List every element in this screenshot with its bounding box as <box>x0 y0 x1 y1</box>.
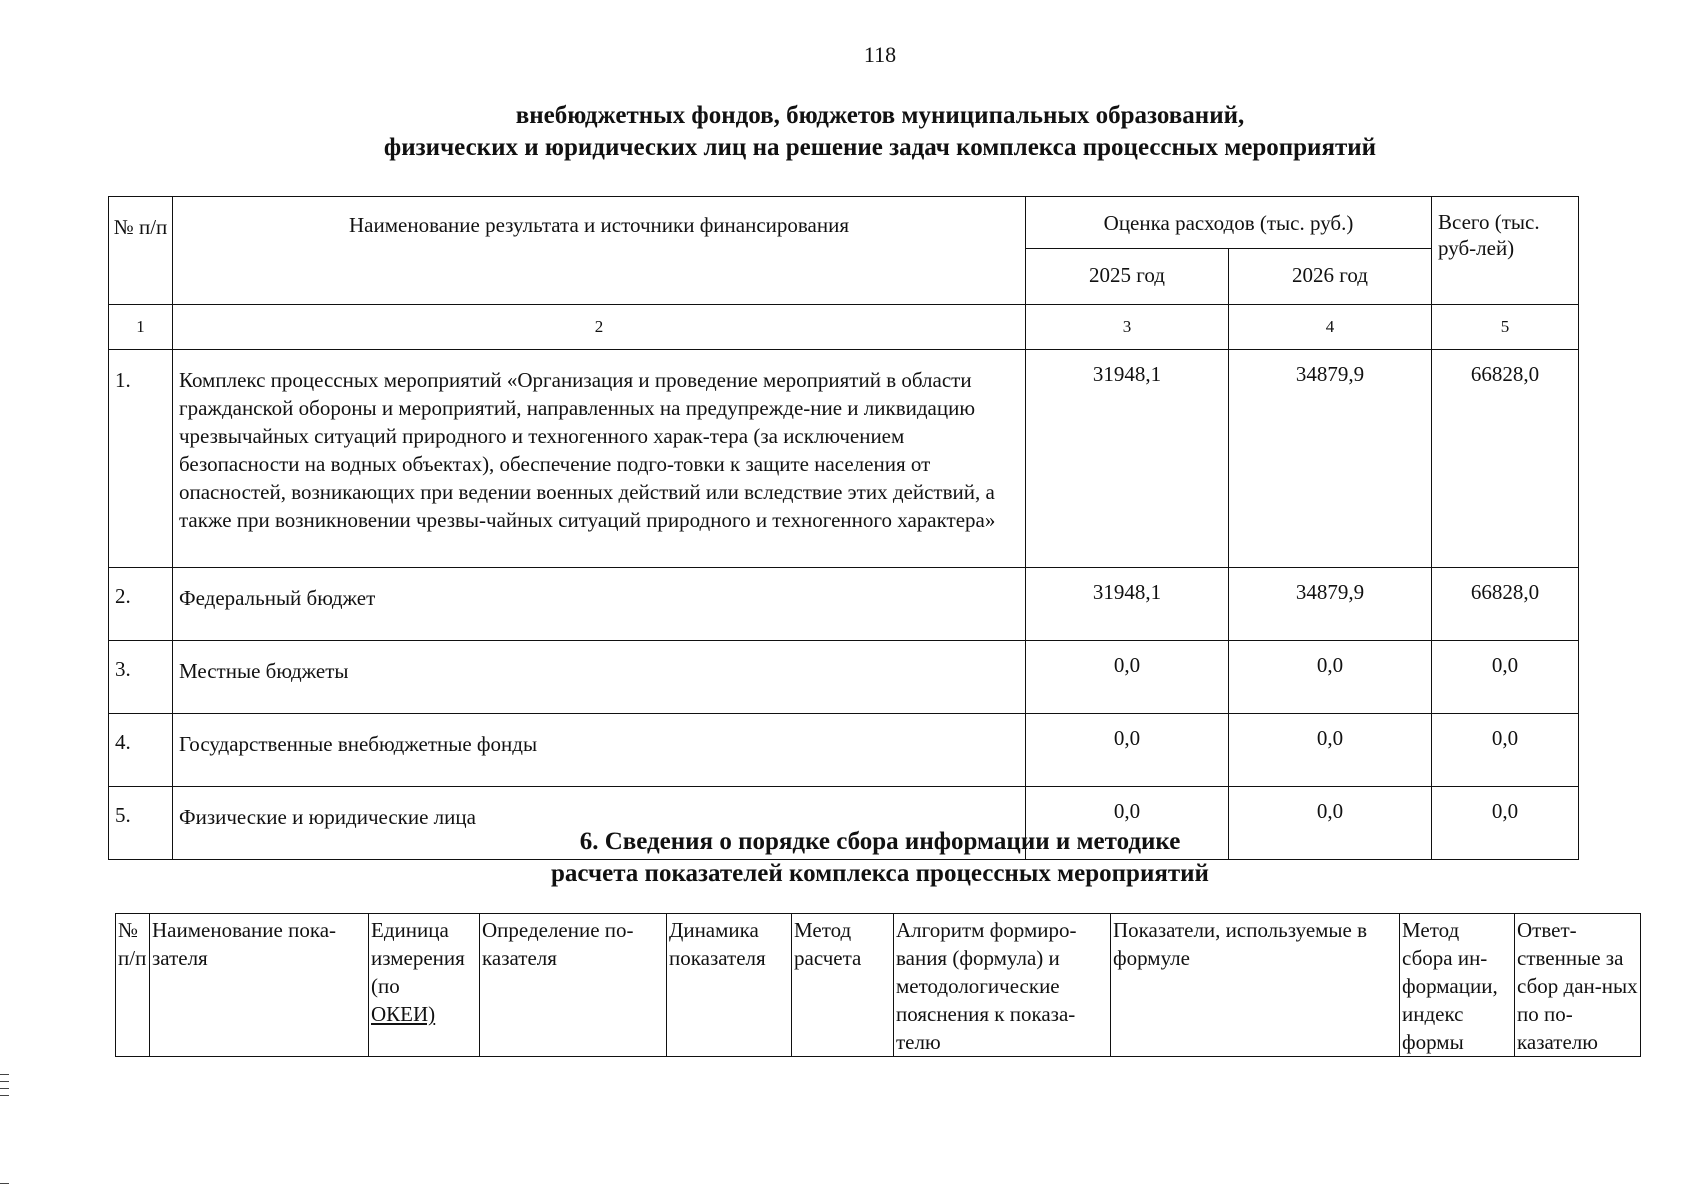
row-value-2026: 34879,9 <box>1229 568 1432 641</box>
methodology-table <box>115 913 1641 1057</box>
header-collection-method: Метод сбора ин-формации, индекс формы <box>1400 914 1515 1057</box>
row-value-total: 0,0 <box>1432 787 1579 860</box>
header-total: Всего (тыс. руб-лей) <box>1432 197 1579 305</box>
heading-line: 6. Сведения о порядке сбора информации и методике <box>579 828 1181 855</box>
row-name: Федеральный бюджет <box>173 568 1026 641</box>
row-value-2026: 34879,9 <box>1229 350 1432 568</box>
row-name: Комплекс процессных мероприятий «Организация и проведение мероприятий в области гражданской обороны и мероприятий, направленных на предупрежде-ние и ликвидацию чрезвычайных ситуаций природного и техногенного харак-тера (за исключением безопасности на водных объектах), обеспечение подго-товки к защите населения от опасностей, возникающих при ведении военных действий или вследствие этих действий, а также при возникновении чрезвы-чайных ситуаций природного и техногенного характера» <box>173 350 1026 568</box>
table-row <box>109 714 1579 787</box>
header-name: Наименование результата и источники финансирования <box>173 197 1026 305</box>
header-calc-method: Метод расчета <box>792 914 894 1057</box>
row-num: 2. <box>109 568 173 641</box>
heading-line: физических и юридических лиц на решение задач комплекса процессных мероприятий <box>383 134 1377 161</box>
row-value-2025: 0,0 <box>1026 714 1229 787</box>
heading-line: расчета показателей комплекса процессных мероприятий <box>551 860 1209 887</box>
row-value-total: 66828,0 <box>1432 568 1579 641</box>
row-value-2026: 0,0 <box>1229 714 1432 787</box>
row-name: Государственные внебюджетные фонды <box>173 714 1026 787</box>
header-definition: Определение по-казателя <box>480 914 667 1057</box>
column-number: 3 <box>1026 305 1229 350</box>
header-year-2025: 2025 год <box>1026 249 1229 305</box>
header-unit-text: Единица измерения (по <box>371 918 465 998</box>
row-value-2025: 31948,1 <box>1026 568 1229 641</box>
table-row <box>109 641 1579 714</box>
column-number: 4 <box>1229 305 1432 350</box>
row-num: 4. <box>109 714 173 787</box>
row-value-2026: 0,0 <box>1229 641 1432 714</box>
header-responsible: Ответ-ственные за сбор дан-ных по по-казателю <box>1515 914 1641 1057</box>
row-value-total: 0,0 <box>1432 641 1579 714</box>
row-value-2025: 0,0 <box>1026 787 1229 860</box>
row-value-2026: 0,0 <box>1229 787 1432 860</box>
margin-marks <box>0 1074 10 1102</box>
heading-line: внебюджетных фондов, бюджетов муниципальных образований, <box>515 102 1245 129</box>
header-formula-indicators: Показатели, используемые в формуле <box>1111 914 1400 1057</box>
margin-mark <box>0 1183 9 1184</box>
okei-label: ОКЕИ) <box>371 1002 436 1026</box>
table-row <box>109 568 1579 641</box>
row-num: 1. <box>109 350 173 568</box>
row-value-total: 66828,0 <box>1432 350 1579 568</box>
row-value-2025: 31948,1 <box>1026 350 1229 568</box>
header-indicator-name: Наименование пока-зателя <box>150 914 369 1057</box>
row-value-total: 0,0 <box>1432 714 1579 787</box>
row-value-2025: 0,0 <box>1026 641 1229 714</box>
section-heading-methodology <box>0 826 1697 890</box>
header-algorithm: Алгоритм формиро-вания (формула) и методологические пояснения к показа-телю <box>894 914 1111 1057</box>
row-num: 5. <box>109 787 173 860</box>
header-dynamics: Динамика показателя <box>667 914 792 1057</box>
header-estimate: Оценка расходов (тыс. руб.) <box>1026 197 1432 249</box>
column-number: 5 <box>1432 305 1579 350</box>
row-name: Физические и юридические лица <box>173 787 1026 860</box>
section-heading-funding <box>0 100 1697 164</box>
header-unit <box>369 914 480 1057</box>
header-num: № п/п <box>116 914 150 1057</box>
column-number: 2 <box>173 305 1026 350</box>
column-number: 1 <box>109 305 173 350</box>
page-number: 118 <box>863 42 897 67</box>
table-row <box>109 350 1579 568</box>
funding-table <box>108 196 1579 860</box>
header-num: № п/п <box>109 197 173 305</box>
row-name: Местные бюджеты <box>173 641 1026 714</box>
header-year-2026: 2026 год <box>1229 249 1432 305</box>
row-num: 3. <box>109 641 173 714</box>
